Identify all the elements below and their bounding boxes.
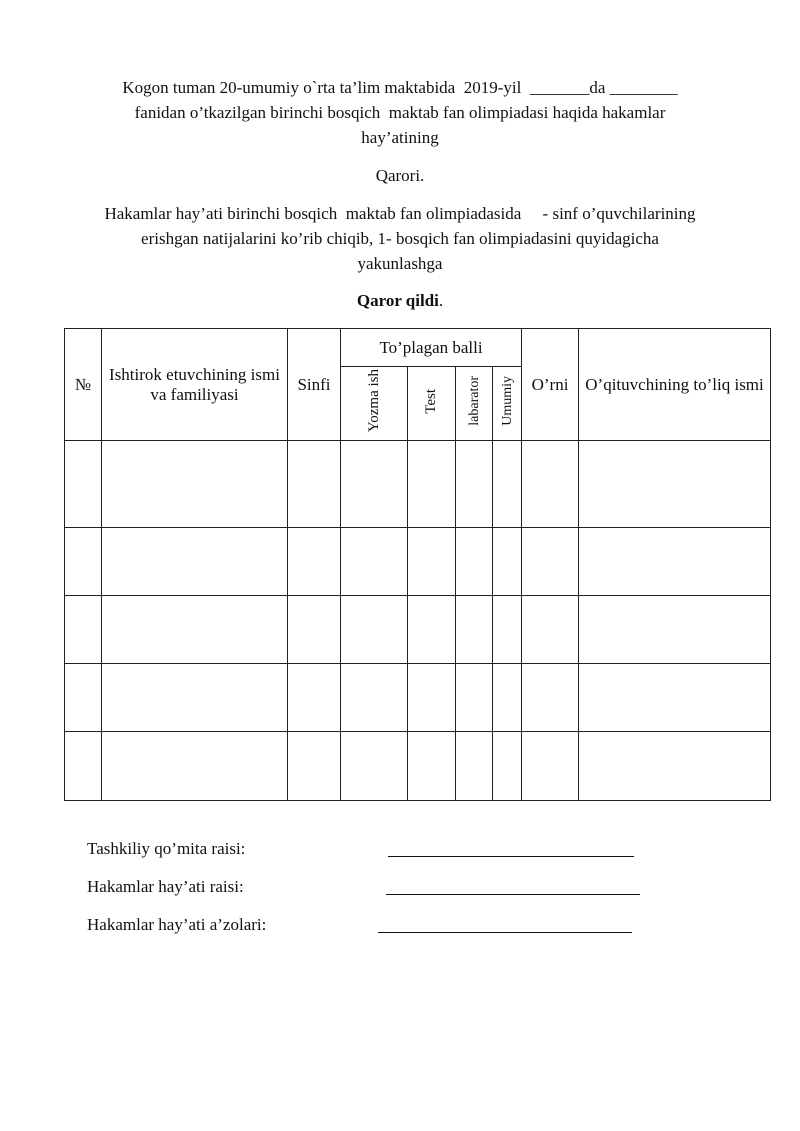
- organizing-chair-label: Tashkiliy qo’mita raisi:: [87, 839, 246, 858]
- body-line-3: yakunlashga: [357, 254, 443, 273]
- subheader-written-cell: [341, 367, 408, 441]
- cell-written[interactable]: [341, 732, 408, 801]
- cell-total[interactable]: [493, 528, 522, 596]
- cell-teacher[interactable]: [579, 664, 771, 732]
- subheader-test-cell: [408, 367, 456, 441]
- table-row: [65, 664, 771, 732]
- cell-lab[interactable]: [456, 732, 493, 801]
- cell-place[interactable]: [522, 664, 579, 732]
- cell-lab[interactable]: [456, 441, 493, 528]
- resolved-heading: [0, 290, 800, 312]
- table-row: [65, 528, 771, 596]
- cell-total[interactable]: [493, 664, 522, 732]
- organizing-chair-signature-line[interactable]: [388, 856, 634, 857]
- header-line-2: fanidan o’tkazilgan birinchi bosqich maktab fan olimpiadasi haqida hakamlar: [134, 103, 666, 122]
- cell-place[interactable]: [522, 596, 579, 664]
- cell-participant[interactable]: [102, 664, 288, 732]
- jury-members-label: Hakamlar hay’ati a’zolari:: [87, 915, 267, 934]
- header-teacher: O’qituvchining to’liq ismi: [579, 329, 771, 441]
- cell-test[interactable]: [408, 596, 456, 664]
- subheader-total: Umumiy: [499, 376, 515, 426]
- subheader-lab: labarator: [466, 376, 482, 426]
- cell-number[interactable]: [65, 732, 102, 801]
- resolved-period: .: [438, 291, 444, 310]
- header-line-3: hay’atining: [361, 128, 439, 147]
- table-body: [65, 441, 771, 801]
- header-participant: Ishtirok etuvchining ismi va familiyasi: [102, 329, 288, 441]
- header-points-group: To’plagan balli: [341, 329, 522, 367]
- cell-test[interactable]: [408, 732, 456, 801]
- cell-total[interactable]: [493, 596, 522, 664]
- jury-chair-label: Hakamlar hay’ati raisi:: [87, 877, 244, 896]
- cell-participant[interactable]: [102, 441, 288, 528]
- cell-place[interactable]: [522, 528, 579, 596]
- cell-class[interactable]: [288, 528, 341, 596]
- cell-participant[interactable]: [102, 596, 288, 664]
- cell-total[interactable]: [493, 441, 522, 528]
- header-class: Sinfi: [288, 329, 341, 441]
- cell-class[interactable]: [288, 732, 341, 801]
- cell-teacher[interactable]: [579, 732, 771, 801]
- jury-members-signature-line[interactable]: [378, 932, 632, 933]
- jury-chair-signature-line[interactable]: [386, 894, 640, 895]
- cell-class[interactable]: [288, 596, 341, 664]
- cell-written[interactable]: [341, 664, 408, 732]
- cell-test[interactable]: [408, 528, 456, 596]
- cell-written[interactable]: [341, 528, 408, 596]
- cell-written[interactable]: [341, 441, 408, 528]
- table-row: [65, 441, 771, 528]
- subheader-lab-cell: [456, 367, 493, 441]
- body-line-1: Hakamlar hay’ati birinchi bosqich maktab fan olimpiadasida - sinf o’quvchilarining: [104, 204, 696, 223]
- body-line-2: erishgan natijalarini ko’rib chiqib, 1- bosqich fan olimpiadasini quyidagicha: [141, 229, 659, 248]
- cell-participant[interactable]: [102, 528, 288, 596]
- cell-number[interactable]: [65, 664, 102, 732]
- cell-class[interactable]: [288, 664, 341, 732]
- subheader-test: Test: [423, 388, 439, 414]
- cell-total[interactable]: [493, 732, 522, 801]
- cell-number[interactable]: [65, 441, 102, 528]
- cell-number[interactable]: [65, 528, 102, 596]
- table-row: [65, 596, 771, 664]
- cell-participant[interactable]: [102, 732, 288, 801]
- table-row: [65, 732, 771, 801]
- cell-lab[interactable]: [456, 528, 493, 596]
- cell-test[interactable]: [408, 664, 456, 732]
- cell-lab[interactable]: [456, 664, 493, 732]
- decision-title: Qarori.: [375, 166, 425, 185]
- cell-number[interactable]: [65, 596, 102, 664]
- subheader-written: Yozma ish: [365, 369, 382, 433]
- cell-teacher[interactable]: [579, 596, 771, 664]
- resolved-text: Qaror qildi: [356, 291, 439, 310]
- header-place: O’rni: [522, 329, 579, 441]
- cell-teacher[interactable]: [579, 441, 771, 528]
- cell-place[interactable]: [522, 441, 579, 528]
- results-table: [64, 328, 771, 801]
- cell-class[interactable]: [288, 441, 341, 528]
- header-number: №: [65, 329, 102, 441]
- cell-lab[interactable]: [456, 596, 493, 664]
- subheader-total-cell: [493, 367, 522, 441]
- header-line-1: Kogon tuman 20-umumiy o`rta ta’lim maktabida 2019-yil _______da ________: [122, 78, 678, 97]
- cell-teacher[interactable]: [579, 528, 771, 596]
- cell-place[interactable]: [522, 732, 579, 801]
- cell-written[interactable]: [341, 596, 408, 664]
- cell-test[interactable]: [408, 441, 456, 528]
